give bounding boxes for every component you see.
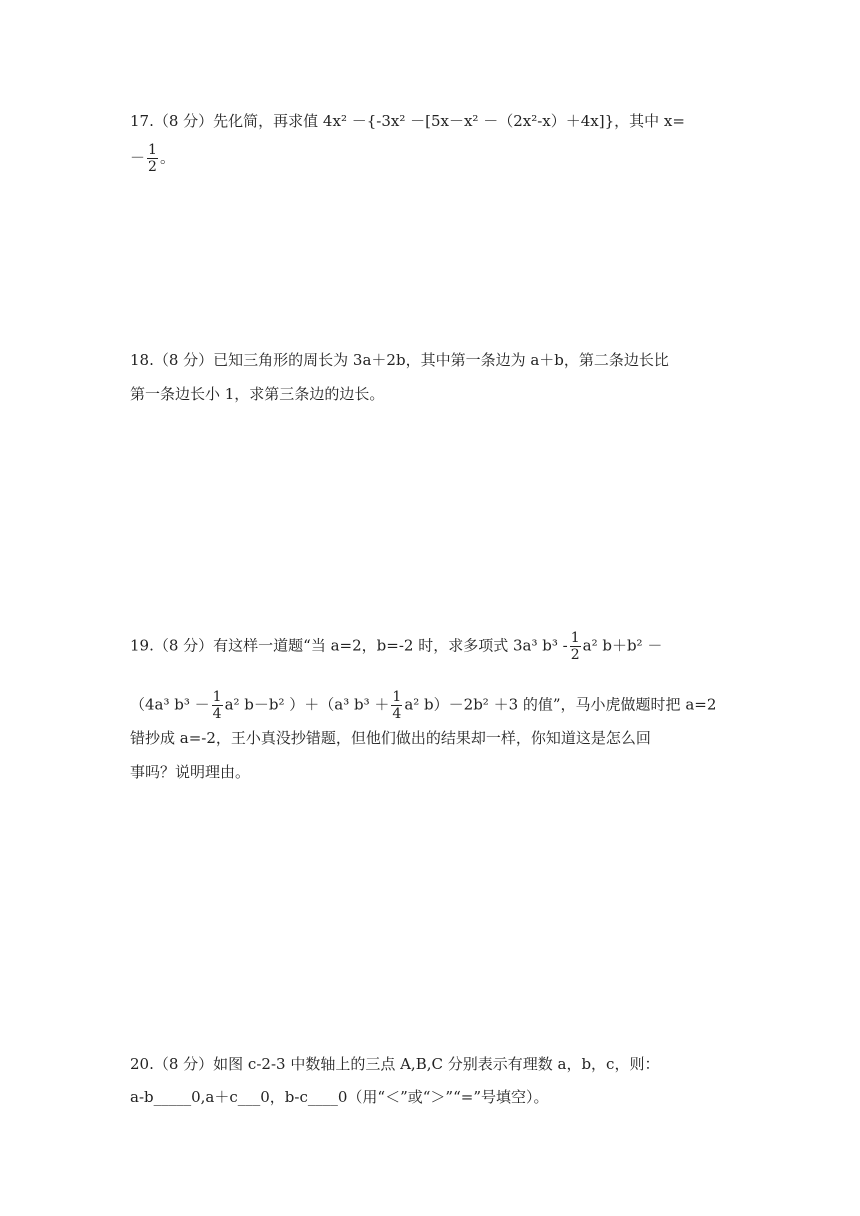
question-19-line-2 bbox=[130, 689, 716, 722]
question-19-line-4: 事吗？说明理由。 bbox=[130, 763, 251, 781]
minus-sign: － bbox=[130, 148, 146, 167]
fraction-one-half bbox=[147, 142, 158, 175]
fraction-numerator: 1 bbox=[570, 630, 580, 646]
fraction-denominator: 4 bbox=[212, 706, 222, 722]
period: 。 bbox=[159, 148, 175, 167]
question-19-line-1 bbox=[130, 630, 662, 663]
fraction-denominator: 4 bbox=[392, 706, 402, 722]
fraction-one-half bbox=[570, 630, 581, 663]
question-19-text-e: a² b）－2b² ＋3 的值”，马小虎做题时把 a=2 bbox=[404, 695, 717, 714]
question-17-line-2 bbox=[130, 142, 175, 175]
fraction-denominator: 2 bbox=[570, 647, 580, 663]
question-19-text-d: a² b－b² ）＋（a³ b³ ＋ bbox=[224, 695, 390, 714]
question-20-line-1: 20.（8 分）如图 c-2-3 中数轴上的三点 A,B,C 分别表示有理数 a，b，c，则： bbox=[130, 1055, 660, 1073]
fraction-one-quarter bbox=[391, 689, 402, 722]
question-19-line-3: 错抄成 a=-2，王小真没抄错题，但他们做出的结果却一样，你知道这是怎么回 bbox=[130, 729, 651, 747]
fraction-numerator: 1 bbox=[148, 142, 157, 158]
question-20-line-2: a-b_____0,a＋c___0，b-c____0（用“＜”或“＞”“=”号填空）。 bbox=[130, 1088, 549, 1106]
question-19-text-c: （4a³ b³ － bbox=[130, 695, 210, 714]
question-19-text-b: a² b＋b² － bbox=[582, 636, 663, 655]
fraction-denominator: 2 bbox=[148, 159, 157, 175]
question-18-line-2: 第一条边长小 1，求第三条边的边长。 bbox=[130, 385, 385, 403]
fraction-numerator: 1 bbox=[212, 689, 222, 705]
question-19-text-a: 19.（8 分）有这样一道题“当 a=2，b=-2 时，求多项式 3a³ b³ - bbox=[130, 636, 568, 655]
question-17-line-1: 17.（8 分）先化简，再求值 4x² －{-3x² －[5x－x² －（2x²-x）＋4x]}，其中 x= bbox=[130, 112, 685, 130]
fraction-numerator: 1 bbox=[392, 689, 402, 705]
question-18-line-1: 18.（8 分）已知三角形的周长为 3a＋2b，其中第一条边为 a＋b，第二条边长比 bbox=[130, 351, 669, 369]
fraction-one-quarter bbox=[212, 689, 223, 722]
